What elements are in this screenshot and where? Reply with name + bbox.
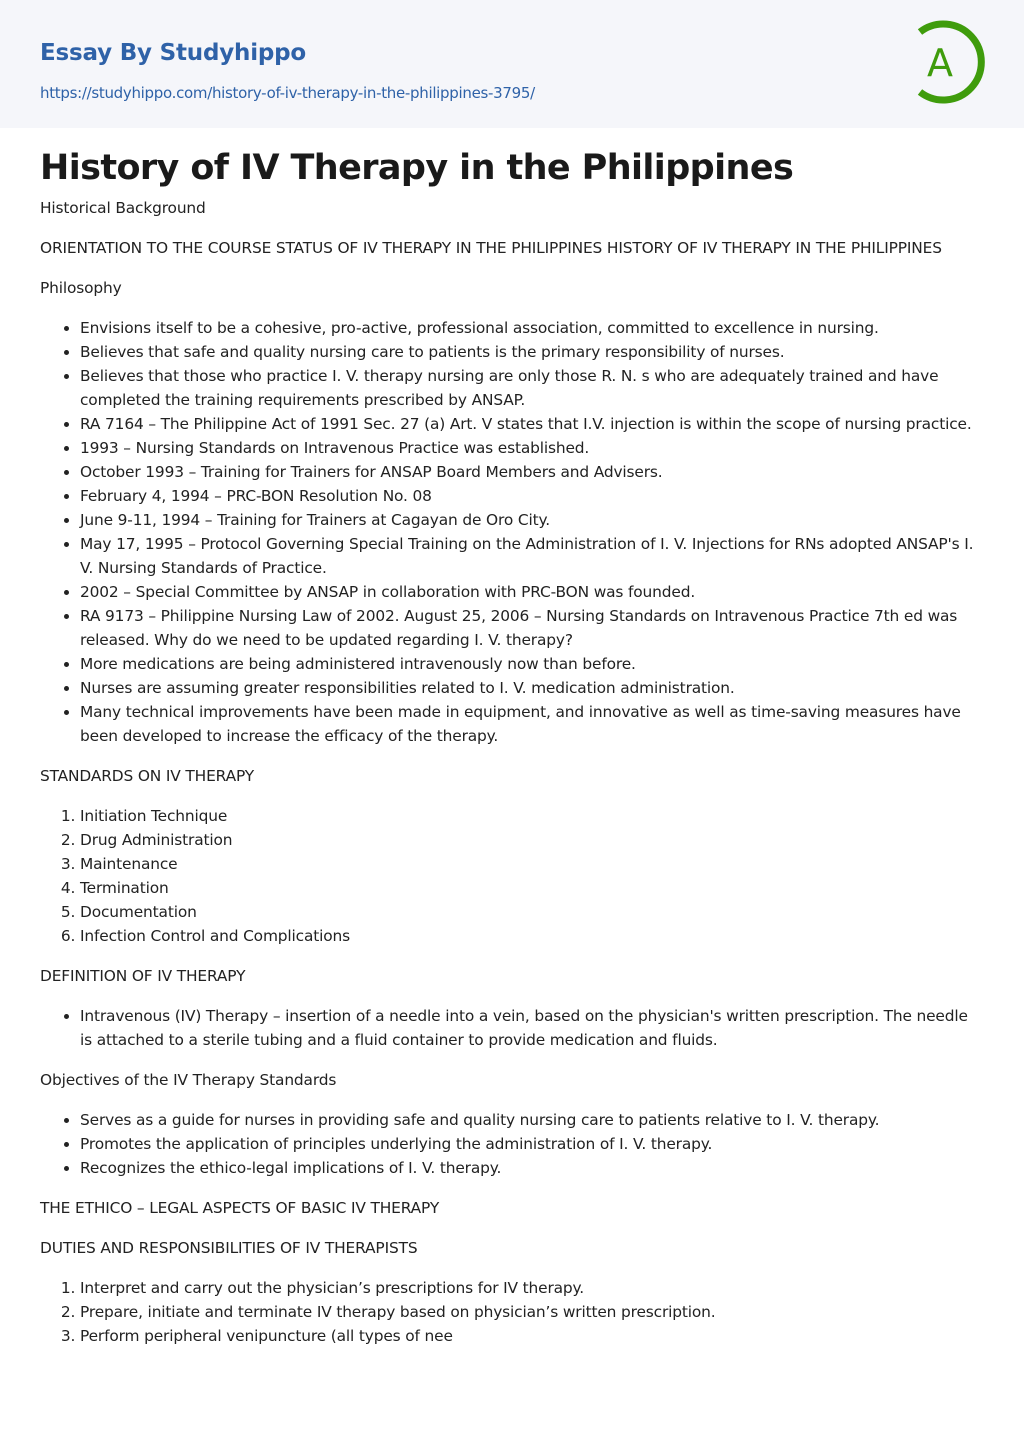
- list-item: • February 4, 1994 – PRC-BON Resolution No. 08: [80, 484, 984, 508]
- list-item: 3. Maintenance: [80, 852, 984, 876]
- bullet-list: [40, 1004, 984, 1052]
- list-item: • 1993 – Nursing Standards on Intravenous Practice was established.: [80, 436, 984, 460]
- list-item: • Believes that safe and quality nursing care to patients is the primary responsibility of nurses.: [80, 340, 984, 364]
- list-item: • May 17, 1995 – Protocol Governing Special Training on the Administration of I. V. Injections for RNs adopted ANSAP's I. V. Nursing Standards of Practice.: [80, 532, 984, 580]
- list-item: • More medications are being administered intravenously now than before.: [80, 652, 984, 676]
- list-item: • Nurses are assuming greater responsibilities related to I. V. medication administration.: [80, 676, 984, 700]
- paragraph: THE ETHICO – LEGAL ASPECTS OF BASIC IV THERAPY: [40, 1199, 440, 1217]
- numbered-list: [40, 1276, 984, 1348]
- list-item: • Recognizes the ethico-legal implications of I. V. therapy.: [80, 1156, 984, 1180]
- list-item: • Intravenous (IV) Therapy – insertion of a needle into a vein, based on the physician's written prescription. The needle is attached to a sterile tubing and a fluid container to provide medication and fluids.: [80, 1004, 984, 1052]
- studyhippo-logo-icon[interactable]: [906, 18, 990, 106]
- list-item: • Believes that those who practice I. V. therapy nursing are only those R. N. s who are adequately trained and have completed the training requirements prescribed by ANSAP.: [80, 364, 984, 412]
- list-item: 1. Initiation Technique: [80, 804, 984, 828]
- paragraph: Historical Background: [40, 199, 206, 217]
- list-item: • 2002 – Special Committee by ANSAP in collaboration with PRC-BON was founded.: [80, 580, 984, 604]
- paragraph: DUTIES AND RESPONSIBILITIES OF IV THERAPISTS: [40, 1239, 418, 1257]
- essay-url-link[interactable]: https://studyhippo.com/history-of-iv-therapy-in-the-philippines-3795/: [40, 84, 535, 102]
- list-item: 4. Termination: [80, 876, 984, 900]
- list-item: 5. Documentation: [80, 900, 984, 924]
- paragraph: Objectives of the IV Therapy Standards: [40, 1071, 337, 1089]
- list-item: • June 9-11, 1994 – Training for Trainers at Cagayan de Oro City.: [80, 508, 984, 532]
- essay-content: [0, 146, 1024, 1348]
- page-title: History of IV Therapy in the Philippines: [40, 148, 794, 188]
- essay-body: [40, 196, 984, 1348]
- list-item: • Promotes the application of principles underlying the administration of I. V. therapy.: [80, 1132, 984, 1156]
- list-item: • RA 9173 – Philippine Nursing Law of 2002. August 25, 2006 – Nursing Standards on Intravenous Practice 7th ed was released. Why do we need to be updated regarding I. V. therapy?: [80, 604, 984, 652]
- svg-text:A: A: [927, 41, 953, 85]
- list-item: 2. Drug Administration: [80, 828, 984, 852]
- paragraph: ORIENTATION TO THE COURSE STATUS OF IV THERAPY IN THE PHILIPPINES HISTORY OF IV THERAPY IN THE PHILIPPINES: [40, 239, 942, 257]
- list-item: • RA 7164 – The Philippine Act of 1991 Sec. 27 (a) Art. V states that I.V. injection is within the scope of nursing practice.: [80, 412, 984, 436]
- bullet-list: [40, 316, 984, 748]
- list-item: • Many technical improvements have been made in equipment, and innovative as well as time-saving measures have been developed to increase the efficacy of the therapy.: [80, 700, 984, 748]
- list-item: 3. Perform peripheral venipuncture (all types of nee: [80, 1324, 984, 1348]
- list-item: 2. Prepare, initiate and terminate IV therapy based on physician’s written prescription.: [80, 1300, 984, 1324]
- list-item: • Envisions itself to be a cohesive, pro-active, professional association, committed to excellence in nursing.: [80, 316, 984, 340]
- paragraph: STANDARDS ON IV THERAPY: [40, 767, 255, 785]
- paragraph: Philosophy: [40, 279, 122, 297]
- bullet-list: [40, 1108, 984, 1180]
- site-header: [0, 0, 1024, 128]
- list-item: • Serves as a guide for nurses in providing safe and quality nursing care to patients relative to I. V. therapy.: [80, 1108, 984, 1132]
- list-item: • October 1993 – Training for Trainers for ANSAP Board Members and Advisers.: [80, 460, 984, 484]
- list-item: 1. Interpret and carry out the physician’s prescriptions for IV therapy.: [80, 1276, 984, 1300]
- list-item: 6. Infection Control and Complications: [80, 924, 984, 948]
- paragraph: DEFINITION OF IV THERAPY: [40, 967, 246, 985]
- brand-title[interactable]: Essay By Studyhippo: [40, 40, 307, 66]
- numbered-list: [40, 804, 984, 948]
